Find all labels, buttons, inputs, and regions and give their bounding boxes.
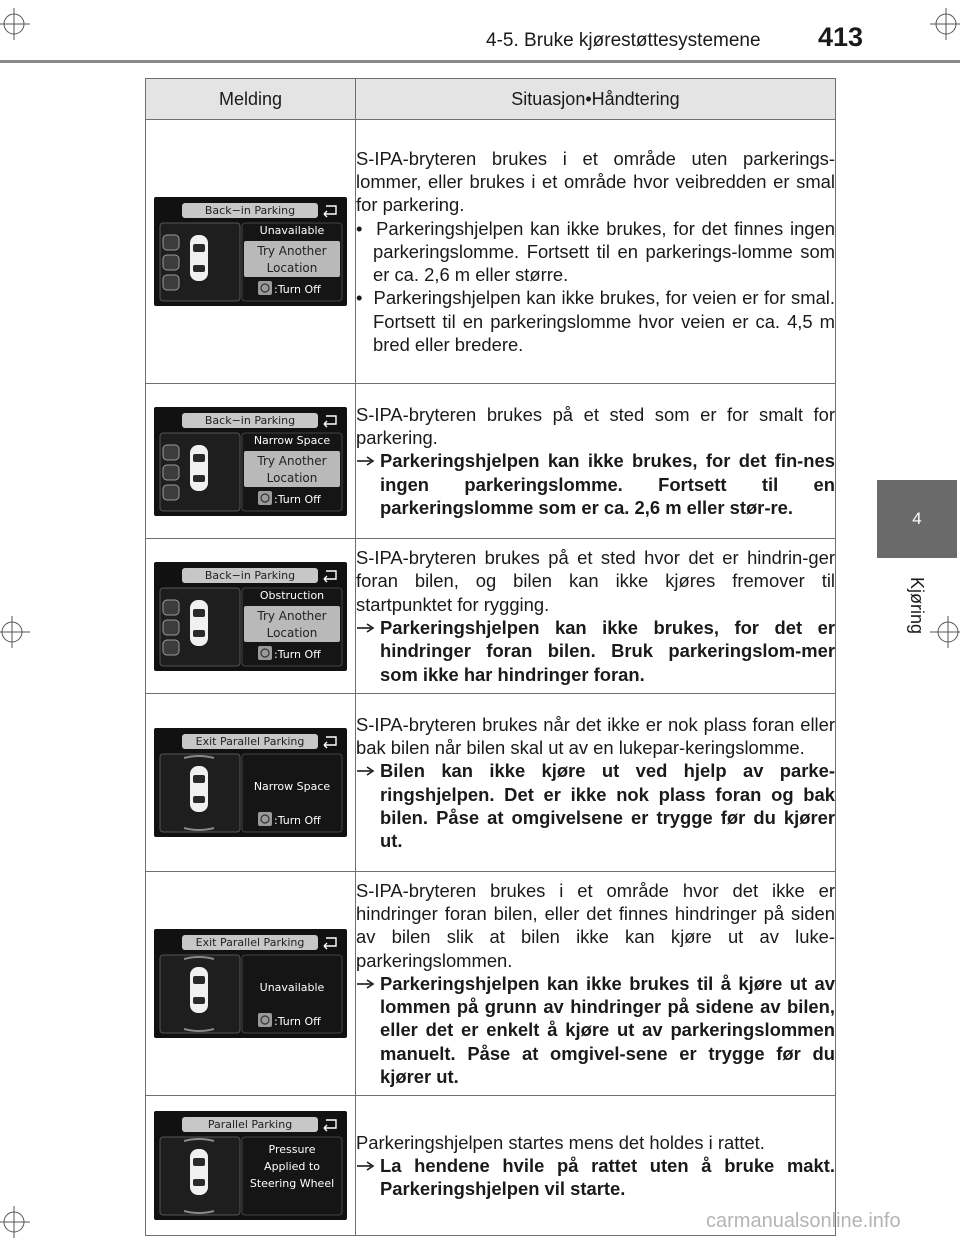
screen-title: Back−in Parking [204, 413, 296, 427]
display-screenshot [154, 562, 347, 671]
screen-message: Narrow Space [253, 433, 331, 447]
action-text: Bilen kan ikke kjøre ut ved hjelp av parke-ringshjelpen. Det er ikke nok plass foran og bak bilen. Påse at omgivelsene er trygge før du kjører ut. [380, 760, 835, 852]
car-icon [190, 1149, 208, 1195]
table-row [146, 694, 836, 872]
action-text: Parkeringshjelpen kan ikke brukes til å kjøre ut av lommen på grunn av hindringer på sidene av bilen, eller det er enkelt å kjøre ut av parkeringslommen manuelt. Påse at omgivel-sene er trygge før du kjører ut. [380, 972, 835, 1088]
table-header-row [146, 79, 836, 120]
crop-mark-top-left [0, 0, 50, 50]
screen-title: Parallel Parking [207, 1118, 293, 1131]
situation-cell [356, 120, 836, 384]
display-screenshot [154, 929, 347, 1038]
parking-slot-icon [163, 600, 179, 615]
situation-description: S-IPA-bryteren brukes i et område uten parkerings-lommer, eller brukes i et område hvor veibredden er smal for parkering. [356, 147, 835, 216]
situation-cell [356, 384, 836, 539]
display-screenshot [154, 197, 347, 306]
button-label: Location [266, 261, 318, 275]
situation-description: Parkeringshjelpen startes mens det holdes i rattet. [356, 1131, 765, 1153]
table-row [146, 120, 836, 384]
situation-description: S-IPA-bryteren brukes når det ikke er nok plass foran eller bak bilen når bilen skal ut av en lukepar-keringslomme. [356, 713, 835, 758]
parking-slot-icon [163, 485, 179, 500]
crop-mark-top-right [910, 0, 960, 50]
display-screenshot [154, 1111, 347, 1220]
turn-off-label: :Turn Off [274, 814, 321, 827]
steering-switch-icon [258, 1013, 272, 1027]
parking-slot-icon [163, 640, 179, 655]
table-row [146, 539, 836, 694]
screen-title: Exit Parallel Parking [195, 936, 305, 949]
situation-description: S-IPA-bryteren brukes på et sted hvor det er hindrin-ger foran bilen, og bilen kan ikke kjøres fremover til startpunktet for rygging. [356, 547, 835, 615]
steering-switch-icon [258, 491, 272, 505]
screen-title: Back−in Parking [204, 568, 296, 582]
parking-slot-icon [163, 275, 179, 290]
car-icon [190, 766, 208, 812]
action-text: La hendene hvile på rattet uten å bruke makt. Parkeringshjelpen vil starte. [380, 1154, 835, 1200]
car-icon [190, 445, 208, 491]
situation-bullet [356, 286, 835, 356]
message-cell [146, 384, 356, 539]
screen-message: Steering Wheel [249, 1177, 335, 1190]
watermark: carmanualsonline.info [706, 1210, 901, 1232]
column-header-situation: Situasjon•Håndtering [356, 79, 836, 120]
screen-message: Pressure [268, 1143, 316, 1156]
parking-slot-icon [163, 235, 179, 250]
screen-message: Unavailable [259, 981, 325, 994]
message-cell [146, 694, 356, 872]
button-label: Try Another [257, 608, 327, 623]
header-rule [0, 60, 960, 63]
arrow-right-icon [356, 759, 380, 782]
bullet-marker: • [356, 217, 377, 239]
chapter-number: 4 [912, 509, 922, 528]
bullet-marker: • [356, 287, 374, 309]
screen-message: Obstruction [259, 588, 325, 602]
car-icon [190, 600, 208, 646]
arrow-right-icon [356, 449, 380, 472]
situation-cell [356, 539, 836, 694]
button-label: Try Another [257, 453, 327, 468]
button-label: Location [266, 625, 318, 640]
chapter-label: Kjøring [907, 576, 928, 634]
action-text: Parkeringshjelpen kan ikke brukes, for det er hindringer foran bilen. Bruk parkeringslom-mer som ikke har hindringer foran. [380, 617, 835, 685]
parking-slot-icon [163, 620, 179, 635]
message-cell [146, 539, 356, 694]
parking-slot-icon [163, 255, 179, 270]
screen-message: Narrow Space [253, 780, 331, 793]
arrow-right-icon [356, 616, 380, 639]
situation-cell [356, 694, 836, 872]
steering-switch-icon [258, 812, 272, 826]
message-table [145, 78, 836, 1236]
message-cell [146, 120, 356, 384]
turn-off-label: :Turn Off [274, 283, 321, 296]
turn-off-label: :Turn Off [274, 1015, 321, 1028]
turn-off-label: :Turn Off [274, 647, 321, 661]
situation-cell [356, 872, 836, 1096]
button-label: Try Another [257, 244, 327, 258]
arrow-right-icon [356, 1154, 380, 1177]
car-icon [190, 967, 208, 1013]
crop-mark-bottom-left [0, 1200, 50, 1244]
parking-slot-icon [163, 445, 179, 460]
action-instruction [356, 449, 835, 519]
action-instruction [356, 972, 835, 1088]
message-cell [146, 872, 356, 1096]
page-number: 413 [818, 22, 864, 52]
display-screenshot [154, 728, 347, 837]
situation-description: S-IPA-bryteren brukes i et område hvor det ikke er hindringer foran bilen, eller det finnes hindringer på siden av bilen slik at bilen ikke kan kjøre ut av luke-parkeringslommen. [356, 879, 835, 971]
chapter-tab [877, 480, 957, 558]
steering-switch-icon [258, 646, 272, 660]
display-screenshot [154, 407, 347, 516]
situation-bullet [356, 217, 835, 287]
parking-slot-icon [163, 465, 179, 480]
button-label: Location [266, 470, 318, 485]
arrow-right-icon [356, 972, 380, 995]
screen-title: Exit Parallel Parking [195, 735, 305, 748]
table-row [146, 872, 836, 1096]
screen-message: Unavailable [259, 224, 325, 237]
chapter-label-box [877, 565, 957, 645]
bullet-text: Parkeringshjelpen kan ikke brukes, for det finnes ingen parkeringslomme. Fortsett til en parkerings-lomme som er ca. 2,6 m eller større. [373, 217, 835, 286]
action-text: Parkeringshjelpen kan ikke brukes, for det fin-nes ingen parkeringslomme. Fortsett til en parkeringslomme som er ca. 2,6 m eller stør-re. [380, 450, 835, 518]
action-instruction [356, 1154, 835, 1201]
steering-switch-icon [258, 281, 272, 295]
screen-message: Applied to [264, 1160, 320, 1173]
section-title: 4-5. Bruke kjørestøttesystemene [486, 30, 761, 51]
action-instruction [356, 616, 835, 686]
action-instruction [356, 759, 835, 852]
bullet-text: Parkeringshjelpen kan ikke brukes, for veien er for smal. Fortsett til en parkeringslomme hvor veien er ca. 4,5 m bred eller bredere. [373, 287, 835, 356]
situation-description: S-IPA-bryteren brukes på et sted som er for smalt for parkering. [356, 403, 835, 449]
crop-mark-mid-left [0, 608, 40, 658]
car-icon [190, 235, 208, 281]
table-row [146, 384, 836, 539]
column-header-message: Melding [146, 79, 356, 120]
message-cell [146, 1096, 356, 1236]
turn-off-label: :Turn Off [274, 492, 321, 506]
screen-title: Back−in Parking [204, 204, 296, 217]
